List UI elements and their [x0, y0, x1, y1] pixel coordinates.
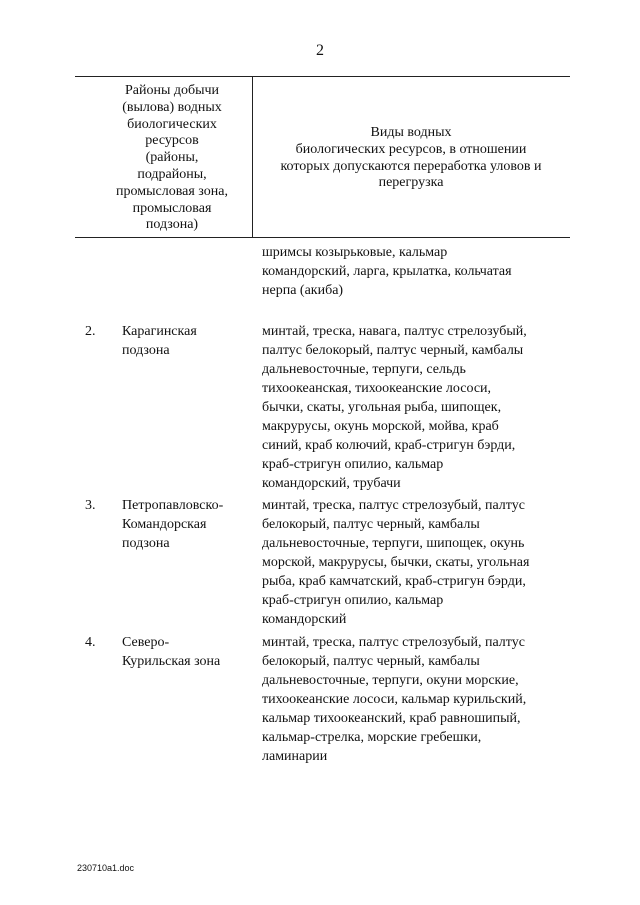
continuation-species: шримсы козырьковые, кальмар командорский, ларга, крылатка, кольчатая нерпа (акиба) — [262, 245, 512, 298]
footer-filename: 230710a1.doc — [77, 863, 135, 873]
row-area: Северо- Курильская зона — [122, 635, 221, 669]
row-species: минтай, треска, палтус стрелозубый, палтус белокорый, палтус черный, камбалы дальневосточные, терпуги, шипощек, окунь морской, макрурусы, бычки, скаты, угольная рыба, краб камчатский, краб-стригун бэрди, краб-стригун опилио, кальмар командорский — [262, 498, 530, 627]
row-number: 4. — [85, 635, 96, 650]
header-species: Виды водных биологических ресурсов, в отношении которых допускаются переработка уловов и перегрузка — [280, 125, 542, 191]
page-number: 2 — [316, 42, 324, 59]
row-species: минтай, треска, палтус стрелозубый, палтус белокорый, палтус черный, камбалы дальневосточные, терпуги, окуни морские, тихоокеанские лососи, кальмар курильский, кальмар тихоокеанский, краб равношипый, кальмар-стрелка, морские гребешки, ламинарии — [262, 635, 527, 764]
table-header — [75, 76, 570, 238]
column-divider — [252, 77, 253, 237]
row-area: Петропавловско- Командорская подзона — [122, 498, 224, 551]
row-area: Карагинская подзона — [122, 324, 197, 358]
header-fishing-areas: Районы добычи (вылова) водных биологических ресурсов (районы, подрайоны, промысловая зона, промысловая подзона) — [116, 83, 228, 233]
row-number: 3. — [85, 498, 96, 513]
row-species: минтай, треска, навага, палтус стрелозубый, палтус белокорый, палтус черный, камбалы дальневосточные, терпуги, сельдь тихоокеанская, тихоокеанские лососи, бычки, скаты, угольная рыба, шипощек, макрурусы, окунь морской, мойва, краб синий, краб колючий, краб-стригун бэрди, краб-стригун опилио, кальмар командорский, трубачи — [262, 324, 527, 491]
row-number: 2. — [85, 324, 96, 339]
